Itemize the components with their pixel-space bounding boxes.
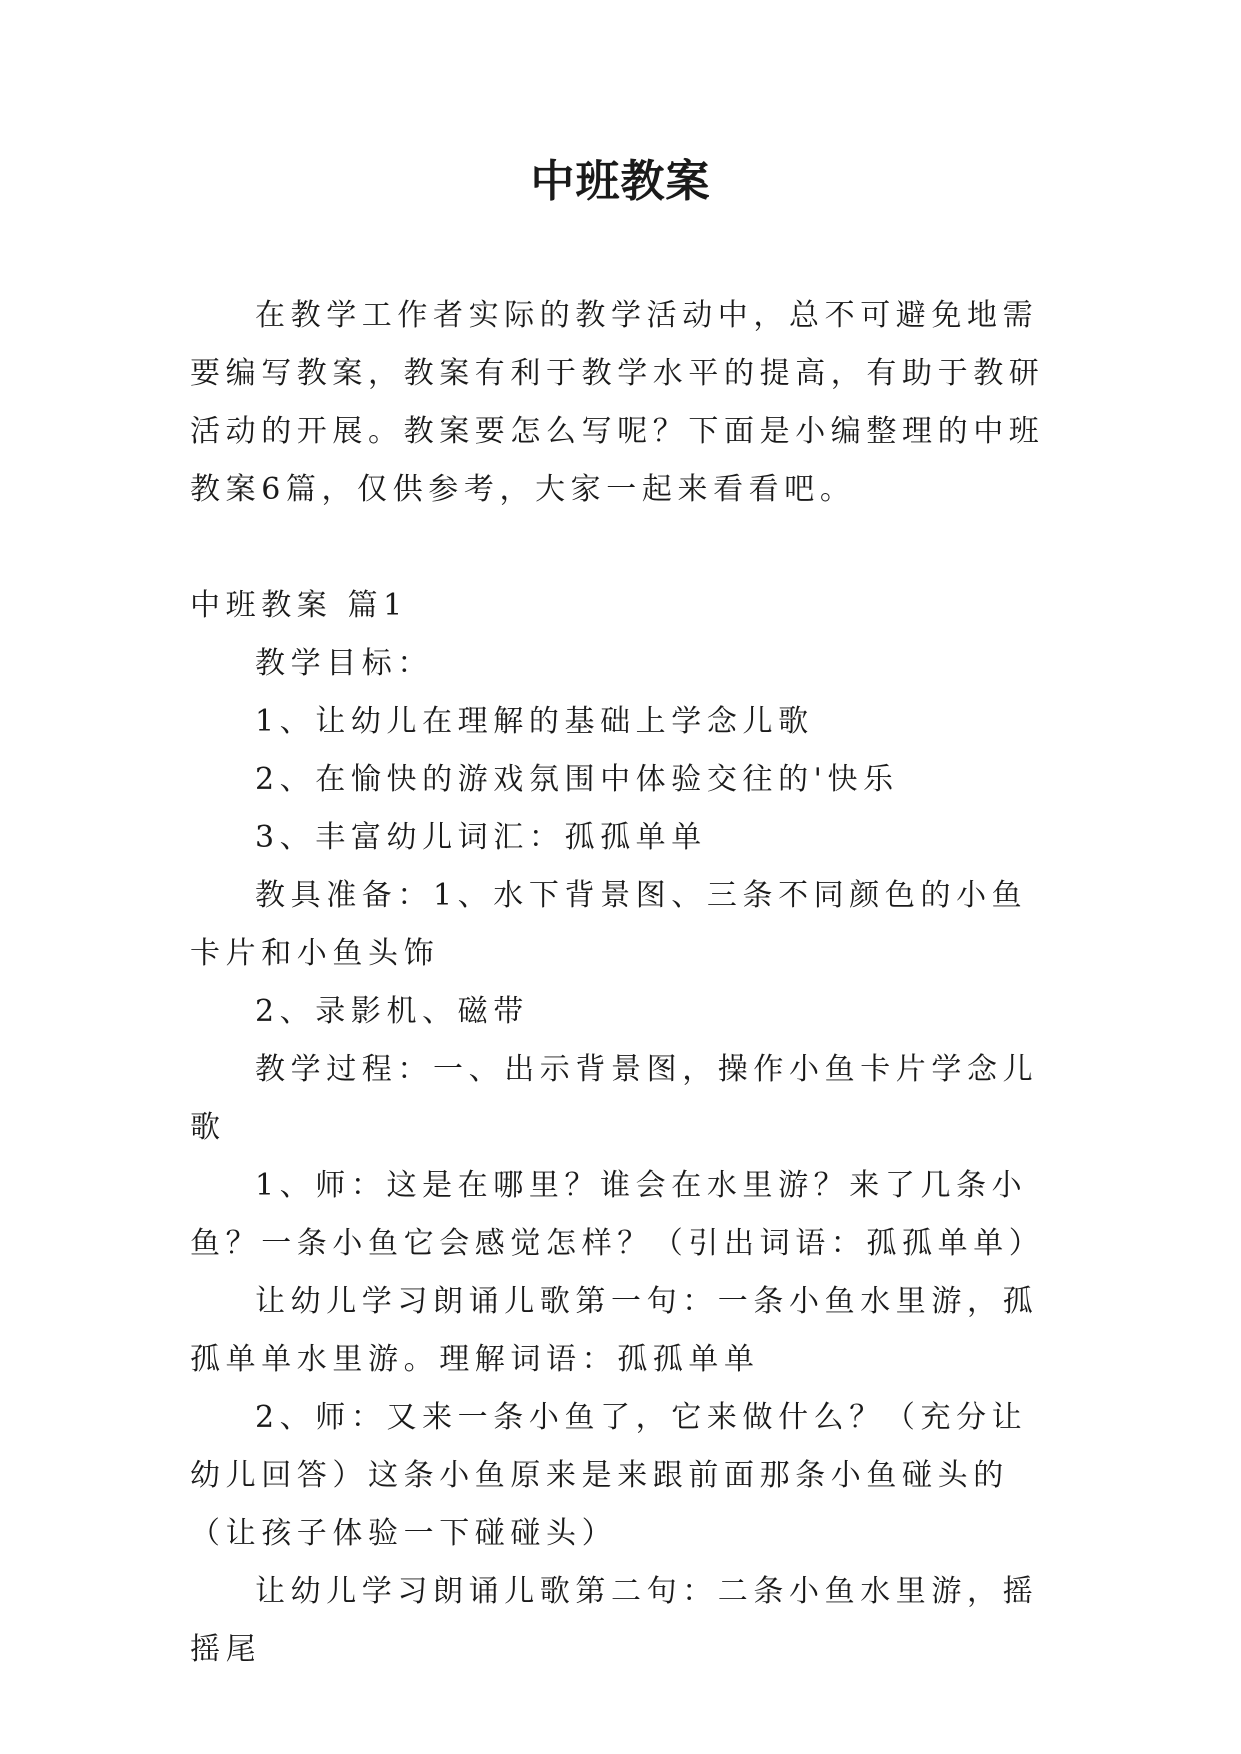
paragraph-step-2: 2、师：又来一条小鱼了，它来做什么？（充分让幼儿回答）这条小鱼原来是来跟前面那条小鱼碰头的（让孩子体验一下碰碰头） [190, 1400, 1028, 1551]
section-heading: 中班教案 篇1 [190, 588, 408, 623]
paragraph-teaching-goals: 教学目标： [255, 646, 433, 681]
paragraph-process: 教学过程：一、出示背景图，操作小鱼卡片学念儿歌 [190, 1052, 1039, 1145]
intro-paragraph: 在教学工作者实际的教学活动中，总不可避免地需要编写教案，教案有利于教学水平的提高，有助于教研活动的开展。教案要怎么写呢？下面是小编整理的中班教案6篇，仅供参考，大家一起来看看吧。 [190, 298, 1045, 507]
paragraph-goal-2: 2、在愉快的游戏氛围中体验交往的'快乐 [255, 762, 899, 797]
paragraph-verse-2: 让幼儿学习朗诵儿歌第二句：二条小鱼水里游，摇摇尾 [190, 1574, 1039, 1667]
paragraph-goal-3: 3、丰富幼儿词汇：孤孤单单 [255, 820, 707, 855]
paragraph-step-1: 1、师：这是在哪里？谁会在水里游？来了几条小鱼？一条小鱼它会感觉怎样？（引出词语：孤孤单单） [190, 1168, 1045, 1261]
page-title: 中班教案 [530, 156, 711, 207]
spacer [190, 519, 1052, 577]
paragraph-materials-1: 教具准备：1、水下背景图、三条不同颜色的小鱼卡片和小鱼头饰 [190, 878, 1028, 971]
paragraph-materials-2: 2、录影机、磁带 [255, 994, 529, 1029]
paragraph-goal-1: 1、让幼儿在理解的基础上学念儿歌 [255, 704, 814, 739]
paragraph-verse-1: 让幼儿学习朗诵儿歌第一句：一条小鱼水里游，孤孤单单水里游。理解词语：孤孤单单 [190, 1284, 1039, 1377]
document-body [190, 287, 1052, 1679]
